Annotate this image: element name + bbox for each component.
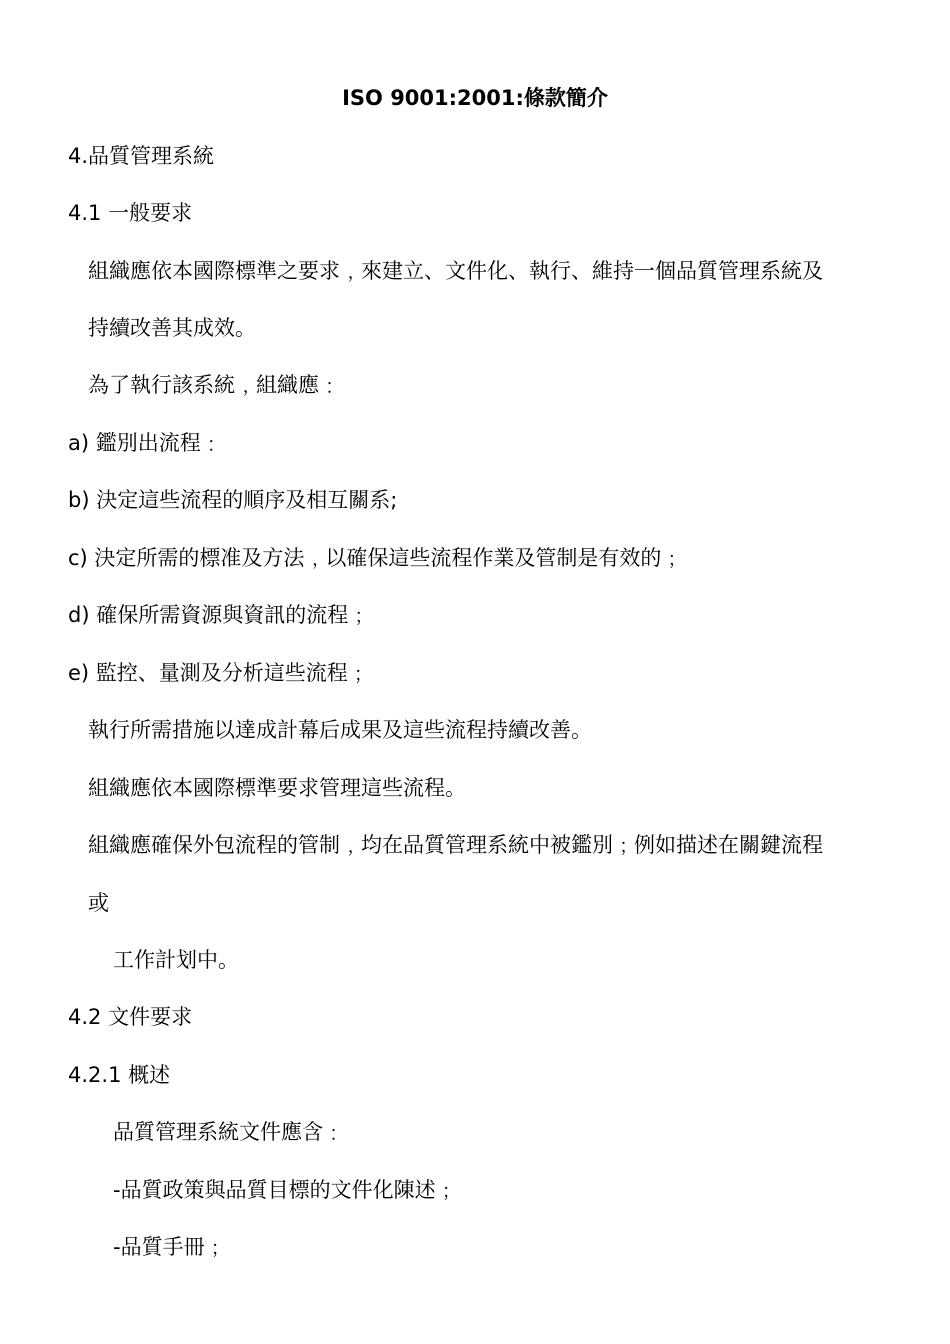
list-item-c: c) 決定所需的標准及方法﹐以確保這些流程作業及管制是有效的﹔ bbox=[68, 546, 683, 570]
paragraph-line: 組織應依本國際標準之要求﹐來建立、文件化、執行、維持一個品質管理系統及 bbox=[88, 259, 823, 283]
paragraph-line: 執行所需措施以達成計幕后成果及這些流程持續改善。 bbox=[88, 718, 592, 742]
list-item-d: d) 確保所需資源與資訊的流程﹔ bbox=[68, 603, 370, 627]
list-item-b: b) 決定這些流程的順序及相互關系; bbox=[68, 488, 398, 512]
list-item: -品質政策與品質目標的文件化陳述﹔ bbox=[113, 1178, 457, 1202]
paragraph-line: 或 bbox=[88, 891, 109, 915]
document-title: ISO 9001:2001:條款簡介 bbox=[342, 86, 608, 110]
paragraph-line: 持續改善其成效。 bbox=[88, 316, 256, 340]
paragraph-line: 為了執行該系統﹐組織應﹕ bbox=[88, 373, 340, 397]
list-item-a: a) 鑑別出流程﹕ bbox=[68, 431, 222, 455]
paragraph-line: 工作計划中。 bbox=[113, 948, 239, 972]
paragraph-line: 組織應確保外包流程的管制﹐均在品質管理系統中被鑑別﹔例如描述在關鍵流程 bbox=[88, 833, 823, 857]
paragraph-line: 組織應依本國際標準要求管理這些流程。 bbox=[88, 776, 466, 800]
section-heading-4: 4.品質管理系統 bbox=[68, 144, 215, 168]
list-item: -品質手冊﹔ bbox=[113, 1235, 226, 1259]
paragraph-line: 品質管理系統文件應含﹕ bbox=[113, 1120, 344, 1144]
section-heading-4-2-1: 4.2.1 概述 bbox=[68, 1063, 171, 1087]
section-heading-4-1: 4.1 一般要求 bbox=[68, 201, 193, 225]
section-heading-4-2: 4.2 文件要求 bbox=[68, 1005, 193, 1029]
list-item-e: e) 監控、量測及分析這些流程﹔ bbox=[68, 661, 369, 685]
